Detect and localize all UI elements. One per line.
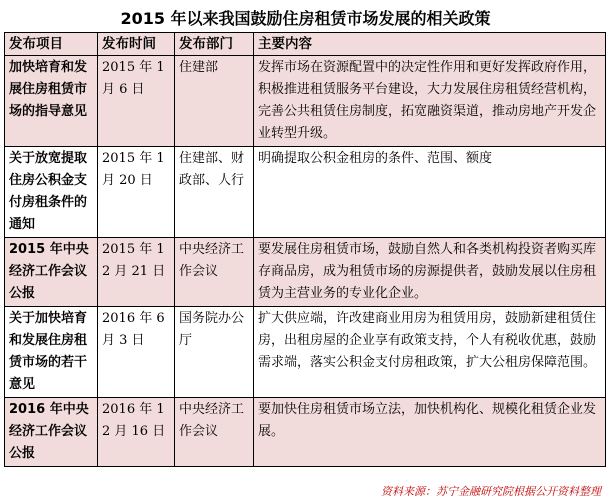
policy-name: 2015 年中央经济工作会议公报 bbox=[5, 238, 98, 307]
column-header-date: 发布时间 bbox=[98, 33, 175, 56]
policy-name: 关于加快培育和发展住房租赁市场的若干意见 bbox=[5, 307, 98, 398]
column-header-project: 发布项目 bbox=[5, 33, 98, 56]
policy-name: 加快培育和发展住房租赁市场的指导意见 bbox=[5, 56, 98, 147]
policy-department: 国务院办公厅 bbox=[175, 307, 254, 398]
policy-content: 要加快住房租赁市场立法，加快机构化、规模化租赁企业发展。 bbox=[254, 398, 606, 467]
policy-name: 2016 年中央经济工作会议公报 bbox=[5, 398, 98, 467]
policy-date: 2016 年 12 月 16 日 bbox=[98, 398, 175, 467]
policy-department: 中央经济工作会议 bbox=[175, 238, 254, 307]
table-row bbox=[5, 56, 606, 147]
policy-date: 2015 年 1 月 20 日 bbox=[98, 147, 175, 238]
table-header-row bbox=[5, 33, 606, 56]
policy-content: 明确提取公积金租房的条件、范围、额度 bbox=[254, 147, 606, 238]
page-title: 2015 年以来我国鼓励住房租赁市场发展的相关政策 bbox=[120, 9, 491, 28]
policy-content: 发挥市场在资源配置中的决定性作用和更好发挥政府作用，积极推进租赁服务平台建设，大力发展住房租赁经营机构，完善公共租赁住房制度，拓宽融资渠道，推动房地产开发企业转型升级。 bbox=[254, 56, 606, 147]
policy-date: 2016 年 6 月 3 日 bbox=[98, 307, 175, 398]
policy-content: 要发展住房租赁市场，鼓励自然人和各类机构投资者购买库存商品房，成为租赁市场的房源提供者，鼓励发展以住房租赁为主营业务的专业化企业。 bbox=[254, 238, 606, 307]
table-row bbox=[5, 307, 606, 398]
table-row bbox=[5, 238, 606, 307]
table-row bbox=[5, 398, 606, 467]
source-note: 资料来源：苏宁金融研究院根据公开资料整理 bbox=[381, 485, 601, 498]
column-header-department: 发布部门 bbox=[175, 33, 254, 56]
column-header-content: 主要内容 bbox=[254, 33, 606, 56]
policy-content: 扩大供应端，许改建商业用房为租赁用房，鼓励新建租赁住房，出租房屋的企业享有政策支持，个人有税收优惠，鼓励需求端，落实公积金支付房租政策，扩大公租房保障范围。 bbox=[254, 307, 606, 398]
policy-name: 关于放宽提取住房公积金支付房租条件的通知 bbox=[5, 147, 98, 238]
table-row bbox=[5, 147, 606, 238]
policy-date: 2015 年 1 月 6 日 bbox=[98, 56, 175, 147]
policy-table bbox=[4, 32, 606, 467]
policy-date: 2015 年 12 月 21 日 bbox=[98, 238, 175, 307]
policy-department: 住建部 bbox=[175, 56, 254, 147]
policy-department: 住建部、财政部、人行 bbox=[175, 147, 254, 238]
policy-department: 中央经济工作会议 bbox=[175, 398, 254, 467]
